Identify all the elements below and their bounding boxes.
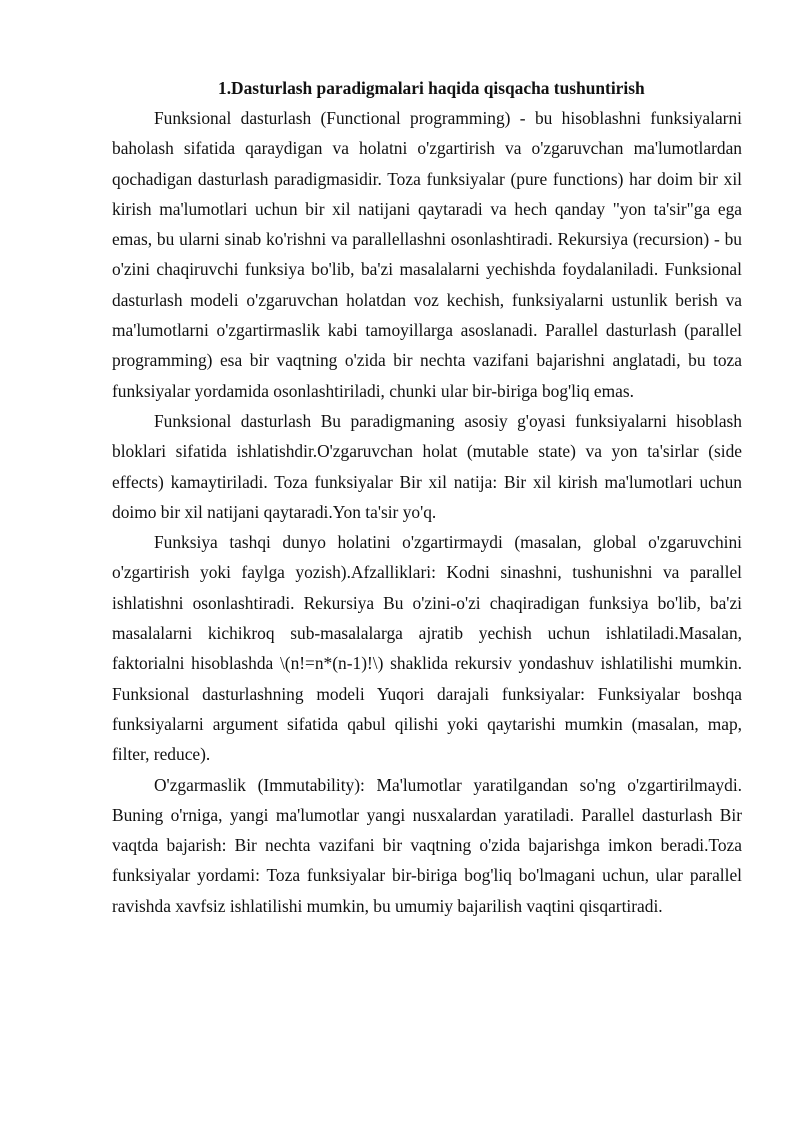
paragraph-immutability-parallel: O'zgarmaslik (Immutability): Ma'lumotlar yaratilgandan so'ng o'zgartirilmaydi. Buning o'rniga, yangi ma'lumotlar yangi nusxalardan yaratiladi. Parallel dasturlash Bir vaqtda bajarish: Bir nechta vazifani bir vaqtning o'zida bajarishga imkon beradi.Toza funksiyalar yordami: Toza funksiyalar bir-biriga bog'liq bo'lmagani uchun, ular parallel ravishda xavfsiz ishlatilishi mumkin, bu umumiy bajarilish vaqtini qisqartiradi. xyxy=(112,774,742,916)
paragraph-paradigm-idea: Funksional dasturlash Bu paradigmaning asosiy g'oyasi funksiyalarni hisoblash bloklari sifatida ishlatishdir.O'zgaruvchan holat (mutable state) va yon ta'sirlar (side effects) kamaytiriladi. Toza funksiyalar Bir xil natija: Bir xil kirish ma'lumotlari uchun doimo bir xil natijani qaytaradi.Yon ta'sir yo'q. xyxy=(112,410,742,522)
paragraph-functional-programming: Funksional dasturlash (Functional programming) - bu hisoblashni funksiyalarni baholash sifatida qaraydigan va holatni o'zgartirish va o'zgaruvchan ma'lumotlardan qochadigan dasturlash paradigmasidir. Toza funksiyalar (pure functions) har doim bir xil kirish ma'lumotlari uchun bir xil natijani qaytaradi va hech qanday "yon ta'sir"ga ega emas, bu ularni sinab ko'rishni va parallellashni osonlashtiradi. Rekursiya (recursion) - bu o'zini chaqiruvchi funksiya bo'lib, ba'zi masalalarni yechishda foydalaniladi. Funksional dasturlash modeli o'zgaruvchan holatdan voz kechish, funksiyalarni ustunlik berish va ma'lumotlarni o'zgartirmaslik kabi tamoyillarga asoslanadi. Parallel dasturlash (parallel programming) esa bir vaqtning o'zida bir nechta vazifani bajarishni anglatadi, bu toza funksiyalar yordamida osonlashtiriladi, chunki ular bir-biriga bog'liq emas. xyxy=(112,108,742,401)
document-body xyxy=(112,74,742,921)
paragraph-recursion: Funksiya tashqi dunyo holatini o'zgartirmaydi (masalan, global o'zgaruvchini o'zgartirish yoki faylga yozish).Afzalliklari: Kodni sinashni, tushunishni va parallel ishlatishni osonlashtiradi. Rekursiya Bu o'zini-o'zi chaqiradigan funksiya bo'lib, ba'zi masalalarni kichikroq sub-masalalarga ajratib yechish uchun ishlatiladi.Masalan, faktorialni hisoblashda \(n!=n*(n-1)!\) shaklida rekursiv yondashuv ishlatilishi mumkin. Funksional dasturlashning modeli Yuqori darajali funksiyalar: Funksiyalar boshqa funksiyalarni argument sifatida qabul qilishi yoki qaytarishi mumkin (masalan, map, filter, reduce). xyxy=(112,532,742,765)
section-heading: 1.Dasturlash paradigmalari haqida qisqacha tushuntirish xyxy=(218,78,645,98)
